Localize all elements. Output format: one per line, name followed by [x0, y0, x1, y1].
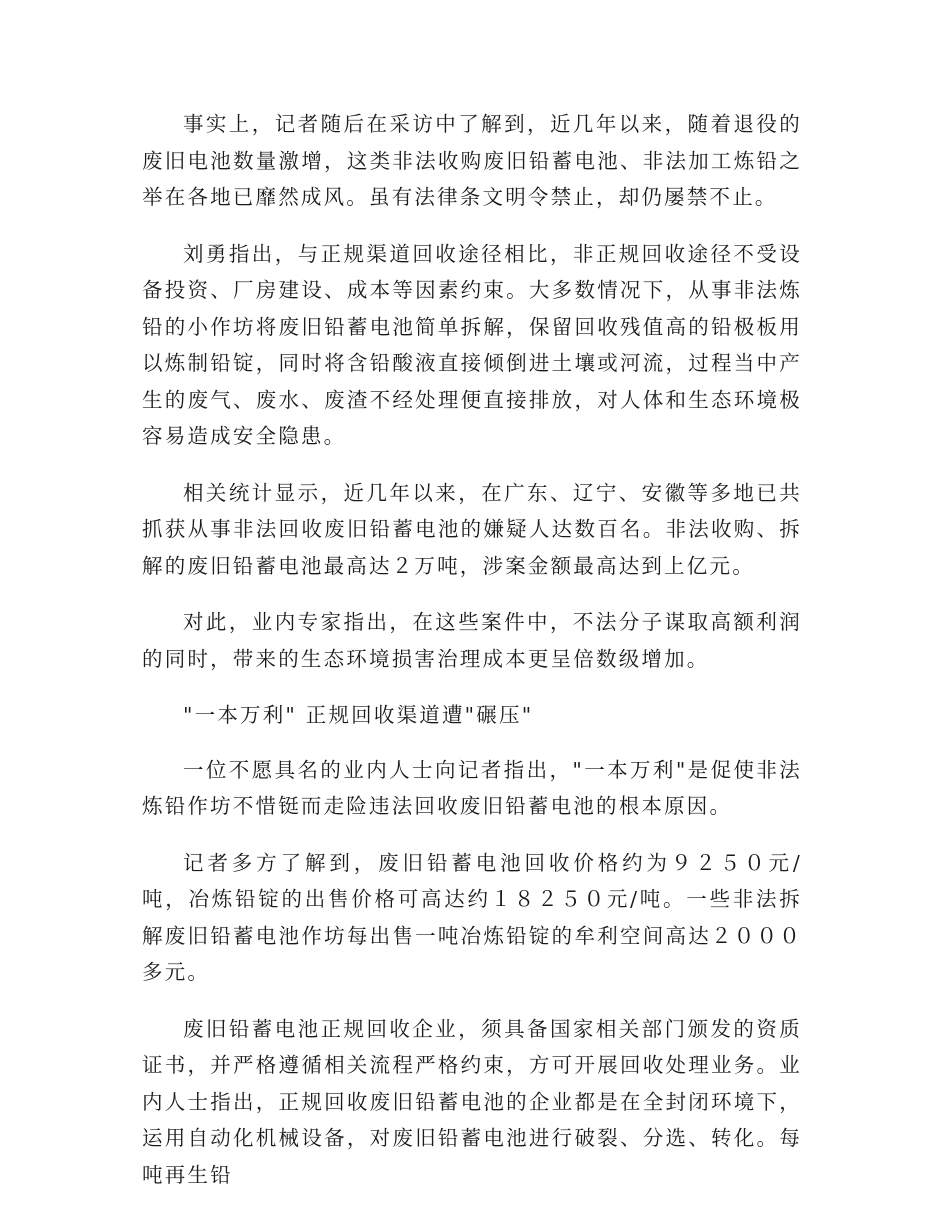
paragraph-7: 废旧铅蓄电池正规回收企业，须具备国家相关部门颁发的资质证书，并严格遵循相关流程严格约束，方可开展回收处理业务。业内人士指出，正规回收废旧铅蓄电池的企业都是在全封闭环境下，运用自动化机械设备，对废旧铅蓄电池进行破裂、分选、转化。每吨再生铅: [142, 1016, 802, 1187]
paragraph-6: 记者多方了解到，废旧铅蓄电池回收价格约为９２５０元/吨，冶炼铅锭的出售价格可高达约１８２５０元/吨。一些非法拆解废旧铅蓄电池作坊每出售一吨冶炼铅锭的牟利空间高达２０００多元。: [142, 850, 802, 984]
paragraph-4: 对此，业内专家指出，在这些案件中，不法分子谋取高额利润的同时，带来的生态环境损害治理成本更呈倍数级增加。: [142, 610, 802, 671]
paragraph-1: 事实上，记者随后在采访中了解到，近几年以来，随着退役的废旧电池数量激增，这类非法收购废旧铅蓄电池、非法加工炼铅之举在各地已靡然成风。虽有法律条文明令禁止，却仍屡禁不止。: [142, 112, 802, 209]
paragraph-5: 一位不愿具名的业内人士向记者指出，"一本万利"是促使非法炼铅作坊不惜铤而走险违法回收废旧铅蓄电池的根本原因。: [142, 757, 802, 818]
section-heading: "一本万利" 正规回收渠道遭"碾压": [183, 703, 534, 727]
paragraph-3: 相关统计显示，近几年以来，在广东、辽宁、安徽等多地已共抓获从事非法回收废旧铅蓄电池的嫌疑人达数百名。非法收购、拆解的废旧铅蓄电池最高达２万吨，涉案金额最高达到上亿元。: [142, 480, 802, 578]
article-body: [142, 106, 802, 1213]
paragraph-2: 刘勇指出，与正规渠道回收途径相比，非正规回收途径不受设备投资、厂房建设、成本等因素约束。大多数情况下，从事非法炼铅的小作坊将废旧铅蓄电池简单拆解，保留回收残值高的铅极板用以炼制铅锭，同时将含铅酸液直接倾倒进土壤或河流，过程当中产生的废气、废水、废渣不经处理便直接排放，对人体和生态环境极容易造成安全隐患。: [142, 241, 802, 448]
